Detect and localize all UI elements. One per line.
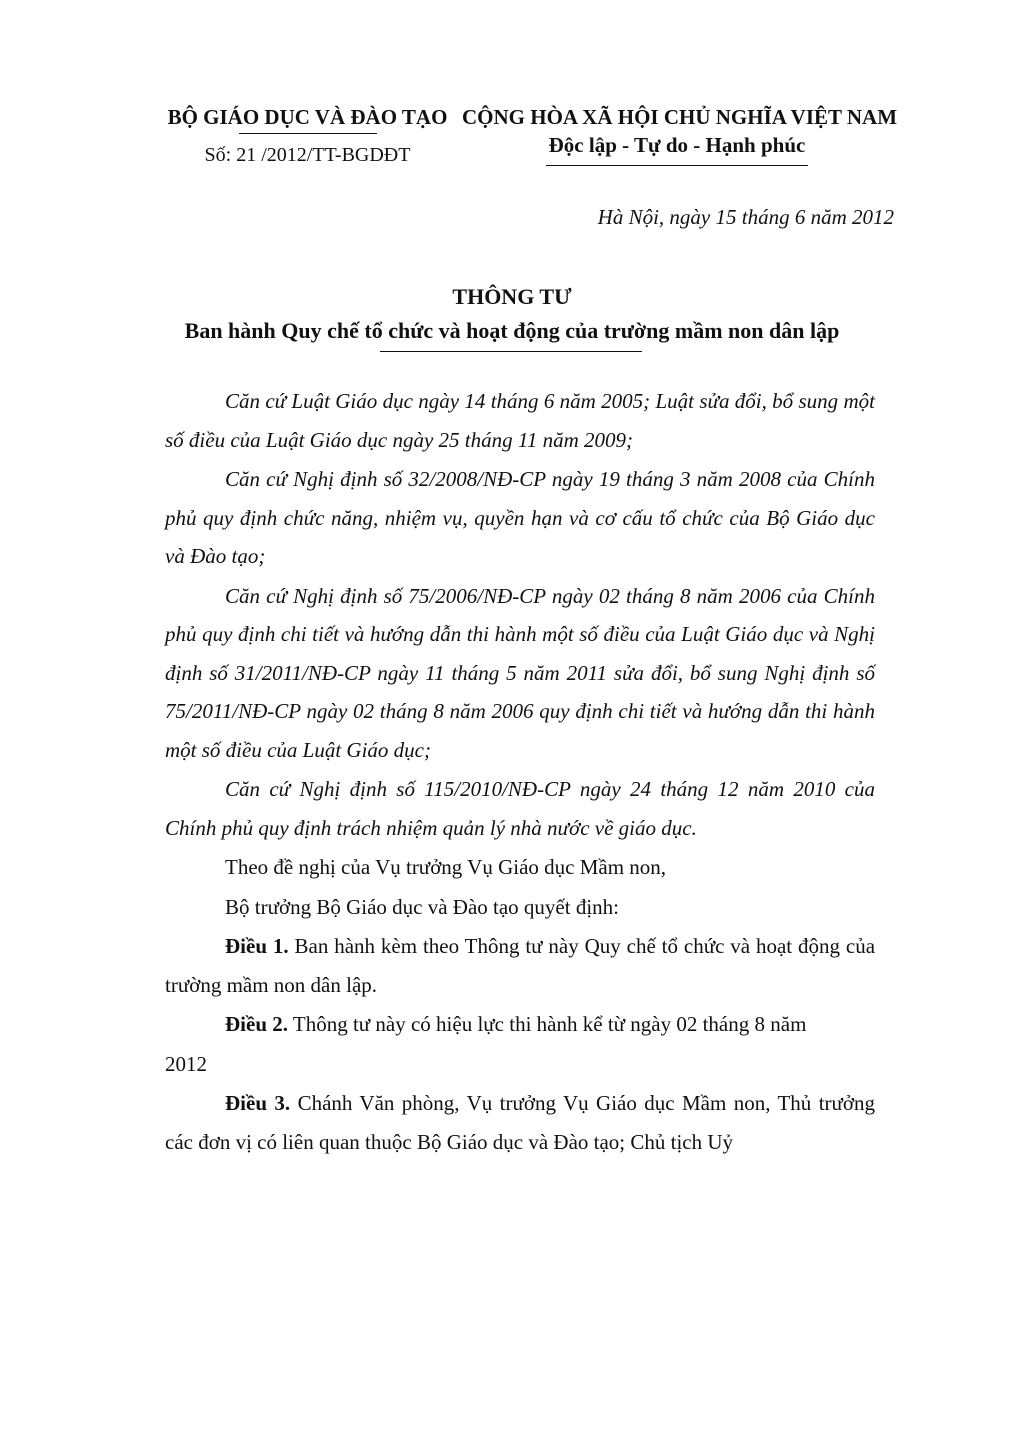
header-left bbox=[160, 103, 455, 168]
national-motto: Độc lập - Tự do - Hạnh phúc bbox=[548, 133, 806, 157]
preamble-3: Căn cứ Nghị định số 75/2006/NĐ-CP ngày 02 tháng 8 năm 2006 của Chính phủ quy định chi tiết và hướng dẫn thi hành một số điều của Luật Giáo dục và Nghị định số 31/2011/NĐ-CP ngày 11 tháng 5 năm 2011 sửa đổi, bổ sung Nghị định số 75/2011/NĐ-CP ngày 02 tháng 8 năm 2006 quy định chi tiết và hướng dẫn thi hành một số điều của Luật Giáo dục; bbox=[165, 583, 875, 762]
ministry-name: BỘ GIÁO DỤC VÀ ĐÀO TẠO bbox=[167, 105, 448, 129]
article-3-text: Chánh Văn phòng, Vụ trưởng Vụ Giáo dục Mầm non, Thủ trưởng các đơn vị có liên quan thuộc Bộ Giáo dục và Đào tạo; Chủ tịch Uỷ bbox=[165, 1091, 876, 1154]
document-number: Số: 21 /2012/TT-BGDĐT bbox=[204, 144, 411, 166]
article-3-label: Điều 3. bbox=[225, 1091, 291, 1115]
document-type: THÔNG TƯ bbox=[452, 284, 572, 309]
article-2-text: Thông tư này có hiệu lực thi hành kể từ ngày 02 tháng 8 năm bbox=[292, 1012, 807, 1036]
preamble-4: Căn cứ Nghị định số 115/2010/NĐ-CP ngày 24 tháng 12 năm 2010 của Chính phủ quy định trách nhiệm quản lý nhà nước về giáo dục. bbox=[165, 777, 875, 840]
article-1 bbox=[165, 927, 875, 1004]
country-name: CỘNG HÒA XÃ HỘI CHỦ NGHĨA VIỆT NAM bbox=[462, 105, 898, 129]
preamble-1: Căn cứ Luật Giáo dục ngày 14 tháng 6 năm 2005; Luật sửa đổi, bổ sung một số điều của Luật Giáo dục ngày 25 tháng 11 năm 2009; bbox=[165, 389, 875, 452]
place-and-date: Hà Nội, ngày 15 tháng 6 năm 2012 bbox=[597, 205, 894, 229]
subject-underline bbox=[380, 351, 642, 352]
motto-underline bbox=[546, 165, 808, 166]
document-body bbox=[165, 382, 875, 1161]
ministry-underline bbox=[239, 133, 377, 134]
proposal-line: Theo đề nghị của Vụ trưởng Vụ Giáo dục Mầm non, bbox=[225, 855, 667, 879]
article-1-text: Ban hành kèm theo Thông tư này Quy chế tổ chức và hoạt động của trường mầm non dân lập. bbox=[165, 934, 876, 997]
document-subject: Ban hành Quy chế tổ chức và hoạt động của trường mầm non dân lập bbox=[184, 318, 840, 343]
decision-line: Bộ trưởng Bộ Giáo dục và Đào tạo quyết định: bbox=[225, 894, 620, 919]
article-2-continuation: 2012 bbox=[165, 1051, 207, 1076]
preamble-2: Căn cứ Nghị định số 32/2008/NĐ-CP ngày 19 tháng 3 năm 2008 của Chính phủ quy định chức năng, nhiệm vụ, quyền hạn và cơ cấu tổ chức của Bộ Giáo dục và Đào tạo; bbox=[165, 467, 875, 568]
article-2 bbox=[165, 1005, 875, 1044]
article-3 bbox=[165, 1084, 875, 1161]
article-2-label: Điều 2. bbox=[225, 1012, 288, 1036]
header-right bbox=[462, 103, 898, 166]
article-1-label: Điều 1. bbox=[225, 934, 289, 958]
